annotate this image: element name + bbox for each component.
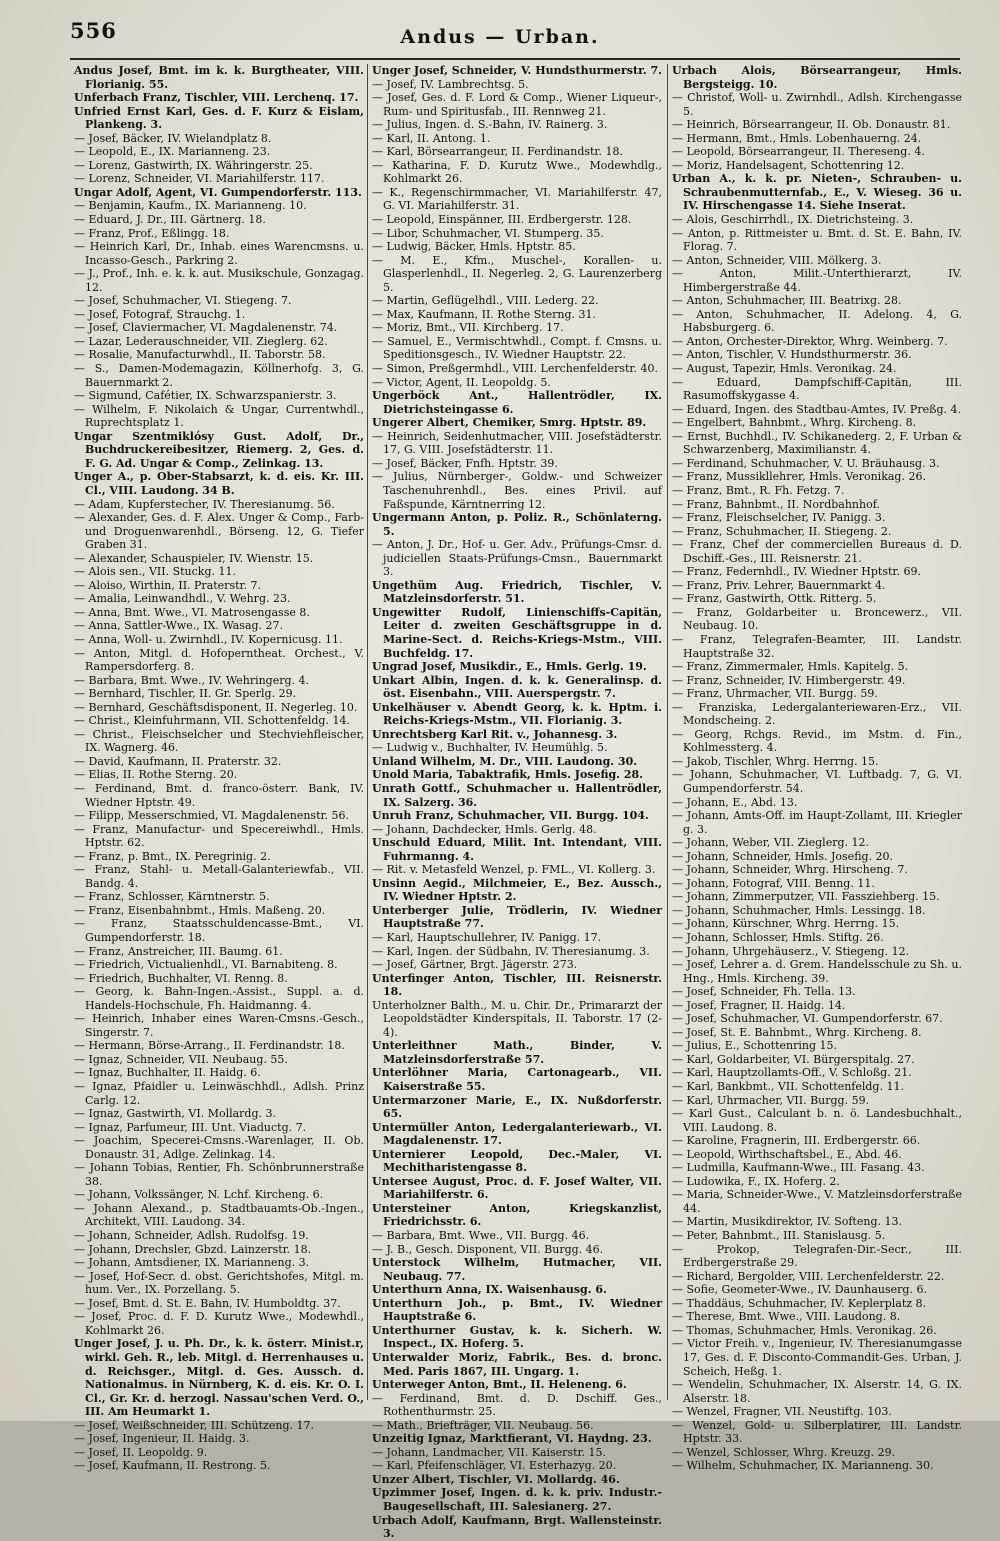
- directory-entry: — Lorenz, Schneider, VI. Mariahilferstr. 117.: [74, 172, 325, 186]
- directory-entry-head: Unger A., p. Ober-Stabsarzt, k. d. eis. Kr. III. Cl., VIII. Laudong. 34 B.: [74, 470, 364, 497]
- directory-entry: — Josef, Kaufmann, II. Restrong. 5.: [74, 1459, 271, 1473]
- directory-entry-head: Urbach Alois, Börsearrangeur, Hmls. Bergsteigg. 10.: [672, 64, 962, 91]
- directory-entry: — Johann, Schlosser, Hmls. Stiftg. 26.: [672, 931, 884, 944]
- directory-entry: — Johann Tobias, Rentier, Fh. Schönbrunnerstraße 38.: [74, 1161, 364, 1188]
- directory-entry: — Franz, Prof., Eßlingg. 18.: [74, 226, 230, 240]
- directory-entry-head: Unterthurner Gustav, k. k. Sicherh. W. Inspect., IX. Hoferg. 5.: [372, 1323, 662, 1351]
- directory-entry: — Leopold, Börsearrangeur, II. Thereseng. 4.: [672, 145, 925, 159]
- directory-entry: — Samuel, E., Vermischtwhdl., Compt. f. Cmsns. u. Speditionsgesch., IV. Wiedner Hauptstr. 22.: [372, 334, 662, 362]
- directory-entry: — Heinrich, Seidenhutmacher, VIII. Josefstädterstr. 17, G. VIII. Josefstädterstr. 11.: [372, 429, 662, 457]
- directory-entry-head: Untersteiner Anton, Kriegskanzlist, Friedrichsstr. 6.: [372, 1201, 662, 1229]
- directory-entry: — Karoline, Fragnerin, III. Erdbergerstr. 66.: [672, 1134, 921, 1148]
- directory-entry: — Leopold, Wirthschaftsbel., E., Abd. 46.: [672, 1147, 902, 1161]
- directory-entry: — Josef, Hof-Secr. d. obst. Gerichtshofes, Mitgl. m. hum. Ver., IX. Porzellang. 5.: [74, 1269, 364, 1297]
- directory-entry: — David, Kaufmann, II. Praterstr. 32.: [74, 754, 282, 768]
- directory-entry: — Franz, Federnhdl., IV. Wiedner Hptstr. 69.: [672, 565, 921, 579]
- directory-entry: — Karl, Uhrmacher, VII. Burgg. 59.: [672, 1093, 870, 1107]
- directory-entry: — Moriz, Handelsagent, Schottenring 12.: [672, 158, 905, 172]
- directory-entry: — Therese, Bmt. Wwe., VIII. Laudong. 8.: [672, 1310, 901, 1324]
- directory-entry: — Josef, St. E. Bahnbmt., Whrg. Kircheng. 8.: [672, 1025, 922, 1039]
- running-title: Andus — Urban.: [400, 26, 600, 48]
- directory-entry: — Anton, Schuhmacher, II. Adelong. 4, G. Habsburgerg. 6.: [672, 307, 962, 335]
- directory-entry: — Karl, Ingen. der Südbahn, IV. Theresianumg. 3.: [372, 944, 650, 958]
- page-number: 556: [70, 18, 117, 43]
- directory-entry: — Franz, Gastwirth, Ottk. Ritterg. 5.: [672, 592, 877, 606]
- directory-column-3: [672, 64, 963, 1473]
- directory-entry: — Josef, Proc. d. F. D. Kurutz Wwe., Modewhdl., Kohlmarkt 26.: [74, 1310, 364, 1337]
- directory-entry: — Anton, J. Dr., Hof- u. Ger. Adv., Prüfungs-Cmsr. d. judiciellen Staats-Prüfungs-Cmsn., Bauernmarkt 3.: [372, 538, 662, 579]
- directory-entry: — Johann, Schuhmacher, Hmls. Lessingg. 18.: [672, 903, 926, 917]
- directory-entry: — Ignaz, Parfumeur, III. Unt. Viaductg. 7.: [74, 1120, 307, 1134]
- directory-entry: — Ferdinand, Schuhmacher, V. U. Bräuhausg. 3.: [672, 456, 940, 470]
- directory-entry: — Lazar, Lederauschneider, VII. Zieglerg. 62.: [74, 334, 328, 348]
- directory-entry: — Rosalie, Manufacturwhdl., II. Taborstr. 58.: [74, 348, 326, 362]
- directory-entry: — Johann, Schneider, Hmls. Josefig. 20.: [672, 849, 894, 863]
- directory-entry: Unterholzner Balth., M. u. Chir. Dr., Primararzt der Leopoldstädter Kinderspitals, II. Taborstr. 17 (2-4).: [372, 998, 662, 1039]
- directory-entry-head: Unterberger Julie, Trödlerin, IV. Wiedner Hauptstraße 77.: [372, 903, 662, 931]
- directory-entry: — Wendelin, Schuhmacher, IX. Alserstr. 14, G. IX. Alserstr. 18.: [672, 1378, 962, 1405]
- directory-entry: — Sigmund, Cafétier, IX. Schwarzspanierstr. 3.: [74, 389, 337, 403]
- directory-entry: — Karl, Goldarbeiter, VI. Bürgerspitalg. 27.: [672, 1052, 915, 1066]
- directory-entry: — Johann, Landmacher, VII. Kaiserstr. 15.: [372, 1445, 607, 1459]
- directory-column-1: [74, 64, 364, 1473]
- directory-entry: — Thomas, Schuhmacher, Hmls. Veronikag. 26.: [672, 1323, 937, 1337]
- directory-entry: — Christ., Kleinfuhrmann, VII. Schottenfeldg. 14.: [74, 714, 350, 728]
- directory-entry: — Josef, Weißschneider, III. Schützeng. 17.: [74, 1418, 314, 1432]
- directory-entry: — Johann, Zimmerputzer, VII. Fassziehberg. 15.: [672, 890, 940, 904]
- directory-entry: — Franz, Staatsschuldencasse-Bmt., VI. Gumpendorferstr. 18.: [74, 917, 364, 944]
- directory-entry: — Josef, Schuhmacher, VI. Gumpendorferstr. 67.: [672, 1012, 943, 1026]
- directory-entry: — Friedrich, Buchhalter, VI. Renng. 8.: [74, 971, 288, 985]
- directory-entry: — Benjamin, Kaufm., IX. Marianneng. 10.: [74, 199, 307, 213]
- directory-entry: — Lorenz, Gastwirth, IX. Währingerstr. 25.: [74, 158, 313, 172]
- directory-entry: — Sofie, Geometer-Wwe., IV. Daunhauserg. 6.: [672, 1283, 927, 1297]
- directory-entry: — Franz, Bahnbmt., II. Nordbahnhof.: [672, 497, 880, 511]
- directory-entry: — Franz, Schlosser, Kärntnerstr. 5.: [74, 890, 270, 904]
- directory-entry: — Josef, IV. Lambrechtsg. 5.: [372, 77, 529, 91]
- directory-entry: — Franz, Bmt., R. Fh. Fetzg. 7.: [672, 483, 845, 497]
- directory-entry: — Adam, Kupferstecher, IV. Theresianumg. 56.: [74, 497, 335, 511]
- directory-entry: — Karl, Börsearrangeur, II. Ferdinandstr. 18.: [372, 145, 623, 159]
- directory-entry: — Ignaz, Schneider, VII. Neubaug. 55.: [74, 1052, 288, 1066]
- directory-entry-head: Untermüller Anton, Ledergalanteriewarb., VI. Magdalenenstr. 17.: [372, 1120, 662, 1148]
- directory-entry: — Josef, Schneider, Fh. Tella. 13.: [672, 985, 856, 999]
- directory-entry: — Thaddäus, Schuhmacher, IV. Keplerplatz 8.: [672, 1296, 927, 1310]
- directory-entry: — Eduard, J. Dr., III. Gärtnerg. 18.: [74, 213, 266, 227]
- directory-entry-head: Unkart Albin, Ingen. d. k. k. Generalinsp. d. öst. Eisenbahn., VIII. Auerspergstr. 7.: [372, 673, 662, 701]
- directory-entry-head: Unruh Franz, Schuhmacher, VII. Burgg. 104.: [372, 809, 649, 823]
- directory-entry: — Heinrich Karl, Dr., Inhab. eines Warencmsns. u. Incasso-Gesch., Parkring 2.: [74, 240, 364, 267]
- directory-entry: — Johann, Weber, VII. Zieglerg. 12.: [672, 836, 870, 850]
- directory-entry-head: Unrechtsberg Karl Rit. v., Johannesg. 3.: [372, 727, 618, 741]
- directory-entry: — Richard, Bergolder, VIII. Lerchenfelderstr. 22.: [672, 1269, 945, 1283]
- directory-entry: — Johann, Amtsdiener, IX. Marianneng. 3.: [74, 1256, 310, 1270]
- directory-entry: — Anton, Milit.-Unterthierarzt, IV. Himbergerstraße 44.: [672, 267, 962, 294]
- directory-entry: — Franz, Anstreicher, III. Baumg. 61.: [74, 944, 283, 958]
- directory-entry: — Josef, Gärtner, Brgt. Jägerstr. 273.: [372, 958, 578, 972]
- directory-entry: — J., Prof., Inh. e. k. k. aut. Musikschule, Gonzagag. 12.: [74, 267, 364, 294]
- directory-entry: — Katharina, F. D. Kurutz Wwe., Modewhdlg., Kohlmarkt 26.: [372, 158, 662, 186]
- directory-entry-head: Ungerböck Ant., Hallentrödler, IX. Dietrichsteingasse 6.: [372, 389, 662, 416]
- directory-entry: — Franz, Schneider, IV. Himbergerstr. 49.: [672, 673, 906, 687]
- directory-entry: — Johann, Dachdecker, Hmls. Gerlg. 48.: [372, 822, 597, 836]
- directory-entry: — Peter, Bahnbmt., III. Stanislausg. 5.: [672, 1229, 886, 1243]
- directory-entry: — Josef, Lehrer a. d. Grem. Handelsschule zu Sh. u. Hng., Hmls. Kircheng. 39.: [672, 958, 962, 985]
- directory-entry: — Engelbert, Bahnbmt., Whrg. Kircheng. 8.: [672, 416, 917, 430]
- directory-entry: — Anna, Woll- u. Zwirnhdl., IV. Kopernicusg. 11.: [74, 632, 343, 646]
- directory-entry: — Josef, Fragner, II. Haidg. 14.: [672, 998, 846, 1012]
- directory-entry-head: Ungar Szentmiklósy Gust. Adolf, Dr., Buchdruckereibesitzer, Riemerg. 2, Ges. d. F. G. Ad. Ungar & Comp., Zelinkag. 13.: [74, 429, 364, 470]
- directory-entry: — Johann, Volkssänger, N. Lchf. Kircheng. 6.: [74, 1188, 324, 1202]
- directory-entry: — Barbara, Bmt. Wwe., IV. Wehringerg. 4.: [74, 673, 310, 687]
- directory-entry-head: Unterweger Anton, Bmt., II. Heleneng. 6.: [372, 1378, 627, 1392]
- directory-entry: — Wilhelm, Schuhmacher, IX. Marianneng. 30.: [672, 1459, 934, 1473]
- directory-entry: — Anton, Mitgl. d. Hofoperntheat. Orchest., V. Rampersdorferg. 8.: [74, 646, 364, 674]
- directory-entry: — Filipp, Messerschmied, VI. Magdalenenstr. 56.: [74, 809, 350, 823]
- directory-entry: — Ernst, Buchhdl., IV. Schikanederg. 2, F. Urban & Schwarzenberg, Maximilianstr. 4.: [672, 429, 962, 457]
- directory-entry: — Leopold, E., IX. Marianneng. 23.: [74, 145, 271, 159]
- directory-entry: — Karl Gust., Calculant b. n. ö. Landesbuchhalt., VIII. Laudong. 8.: [672, 1107, 962, 1134]
- directory-entry-head: Unger Josef, Schneider, V. Hundsthurmerstr. 7.: [372, 64, 662, 77]
- directory-entry: — M. E., Kfm., Muschel-, Korallen- u. Glasperlenhdl., II. Negerleg. 2, G. Laurenzerberg 5.: [372, 253, 662, 294]
- directory-entry: — Franz, Zimmermaler, Hmls. Kapitelg. 5.: [672, 660, 909, 674]
- directory-entry: — Hermann, Bmt., Hmls. Lobenhauerng. 24.: [672, 131, 922, 145]
- directory-entry: — Johann, Drechsler, Gbzd. Lainzerstr. 18.: [74, 1242, 312, 1256]
- column-divider: [367, 64, 368, 1400]
- directory-entry: — Franz, Schuhmacher, II. Stiegeng. 2.: [672, 524, 892, 538]
- directory-entry: — Moriz, Bmt., VII. Kirchberg. 17.: [372, 321, 564, 335]
- directory-entry: — Johann, Amts-Off. im Haupt-Zollamt, III. Kriegler g. 3.: [672, 809, 962, 836]
- directory-entry-head: Unternierer Leopold, Dec.-Maler, VI. Mechitharistengasse 8.: [372, 1147, 662, 1175]
- directory-entry: — Franz, Eisenbahnbmt., Hmls. Maßeng. 20.: [74, 903, 326, 917]
- directory-entry-head: Unterlöhner Maria, Cartonagearb., VII. Kaiserstraße 55.: [372, 1066, 662, 1094]
- directory-entry-head: Unterstock Wilhelm, Hutmacher, VII. Neubaug. 77.: [372, 1256, 662, 1283]
- directory-entry: — Alois, Geschirrhdl., IX. Dietrichsteing. 3.: [672, 213, 914, 227]
- directory-entry: — J. B., Gesch. Disponent, VII. Burgg. 46.: [372, 1242, 604, 1256]
- directory-entry: — Ludowika, F., IX. Hoferg. 2.: [672, 1174, 840, 1188]
- directory-entry: — Anton, p. Rittmeister u. Bmt. d. St. E. Bahn, IV. Florag. 7.: [672, 226, 962, 254]
- directory-entry-head: Unterthurn Joh., p. Bmt., IV. Wiedner Hauptstraße 6.: [372, 1296, 662, 1324]
- directory-entry-head: Ungrad Josef, Musikdir., E., Hmls. Gerlg. 19.: [372, 660, 647, 674]
- directory-entry: — Prokop, Telegrafen-Dir.-Secr., III. Erdbergerstraße 29.: [672, 1242, 962, 1270]
- directory-entry-head: Urban A., k. k. pr. Nieten-, Schrauben- u. Schraubenmutternfab., E., V. Wieseg. 36 u. IV. Hirschengasse 14. Siehe Inserat.: [672, 172, 962, 213]
- directory-entry: — K., Regenschirmmacher, VI. Mariahilferstr. 47, G. VI. Mariahilferstr. 31.: [372, 185, 662, 213]
- directory-entry: — Karl, Hauptzollamts-Off., V. Schloßg. 21.: [672, 1066, 912, 1080]
- directory-entry: — Martin, Geflügelhdl., VIII. Lederg. 22.: [372, 294, 599, 308]
- directory-entry: — Karl, Bankbmt., VII. Schottenfeldg. 11.: [672, 1080, 904, 1094]
- directory-entry-head: Unterwalder Moriz, Fabrik., Bes. d. bronc. Med. Paris 1867, III. Ungarg. 1.: [372, 1350, 662, 1378]
- directory-entry: — Franz, Priv. Lehrer, Bauernmarkt 4.: [672, 578, 886, 592]
- directory-entry: — Anton, Schneider, VIII. Mölkerg. 3.: [672, 253, 882, 267]
- directory-entry: — Ludwig, Bäcker, Hmls. Hptstr. 85.: [372, 240, 576, 254]
- directory-entry-head: Upzimmer Josef, Ingen. d. k. k. priv. Industr.-Baugesellschaft, III. Salesianerg. 27.: [372, 1486, 662, 1513]
- directory-entry-head: Unkelhäuser v. Abendt Georg, k. k. Hptm. i. Reichs-Kriegs-Mstm., VII. Florianig. 3.: [372, 700, 662, 728]
- directory-entry: — Ignaz, Gastwirth, VI. Mollardg. 3.: [74, 1107, 277, 1121]
- directory-entry-head: Unzeitig Ignaz, Marktfierant, VI. Haydng. 23.: [372, 1432, 652, 1446]
- directory-entry: — Ludwig v., Buchhalter, IV. Heumühlg. 5.: [372, 741, 608, 755]
- directory-entry: — Johann, Fotograf, VIII. Benng. 11.: [672, 876, 875, 890]
- directory-entry-head: Ungermann Anton, p. Poliz. R., Schönlaterng. 5.: [372, 511, 662, 538]
- directory-entry: — Friedrich, Victualienhdl., VI. Barnabiteng. 8.: [74, 958, 338, 972]
- directory-entry: — Franz, Mussikllehrer, Hmls. Veronikag. 26.: [672, 470, 926, 484]
- directory-entry: — Max, Kaufmann, II. Rothe Sterng. 31.: [372, 307, 597, 321]
- directory-entry: — Franz, Telegrafen-Beamter, III. Landstr. Hauptstraße 32.: [672, 632, 962, 660]
- directory-entry-head: Urbach Adolf, Kaufmann, Brgt. Wallensteinstr. 3.: [372, 1513, 662, 1541]
- directory-entry: — Julius, E., Schottenring 15.: [672, 1039, 837, 1053]
- directory-entry-head: Andus Josef, Bmt. im k. k. Burgtheater, VIII. Florianig. 55.: [74, 64, 364, 91]
- directory-entry: — Eduard, Dampfschiff-Capitän, III. Rasumoffskygasse 4.: [672, 375, 962, 403]
- directory-entry-head: Untersee August, Proc. d. F. Josef Walter, VII. Mariahilferstr. 6.: [372, 1174, 662, 1202]
- directory-entry: — Wenzel, Gold- u. Silberplatirer, III. Landstr. Hptstr. 33.: [672, 1418, 962, 1446]
- directory-entry-head: Unterleithner Math., Binder, V. Matzleinsdorferstraße 57.: [372, 1039, 662, 1066]
- directory-entry: — Georg, Rchgs. Revid., im Mstm. d. Fin., Kohlmessterg. 4.: [672, 727, 962, 755]
- directory-entry: — Wenzel, Schlosser, Whrg. Kreuzg. 29.: [672, 1445, 896, 1459]
- directory-entry: — Aloiso, Wirthin, II. Praterstr. 7.: [74, 578, 262, 592]
- directory-entry: — Josef, II. Leopoldg. 9.: [74, 1445, 208, 1459]
- directory-entry: — Rit. v. Metasfeld Wenzel, p. FML., VI. Kollerg. 3.: [372, 863, 656, 877]
- directory-entry: — Josef, Bmt. d. St. E. Bahn, IV. Humboldtg. 37.: [74, 1296, 341, 1310]
- directory-entry: — Julius, Ingen. d. S.-Bahn, IV. Rainerg. 3.: [372, 118, 608, 132]
- directory-entry: — Heinrich, Inhaber eines Waren-Cmsns.-Gesch., Singerstr. 7.: [74, 1012, 364, 1039]
- directory-entry: — Jakob, Tischler, Whrg. Herrng. 15.: [672, 754, 879, 768]
- directory-entry: — Barbara, Bmt. Wwe., VII. Burgg. 46.: [372, 1229, 590, 1243]
- directory-entry: — Elias, II. Rothe Sterng. 20.: [74, 768, 238, 782]
- directory-entry: — Anna, Bmt. Wwe., VI. Matrosengasse 8.: [74, 605, 310, 619]
- directory-entry: — Wenzel, Fragner, VII. Neustiftg. 103.: [672, 1405, 892, 1419]
- directory-entry: — Anton, Tischler, V. Hundsthurmerstr. 36.: [672, 348, 912, 362]
- directory-entry: — Franziska, Ledergalanteriewaren-Erz., VII. Mondscheing. 2.: [672, 700, 962, 728]
- directory-entry: — Christ., Fleischselcher und Stechviehfleischer, IX. Wagnerg. 46.: [74, 727, 364, 755]
- directory-entry: — Ferdinand, Bmt. d. franco-österr. Bank, IV. Wiedner Hptstr. 49.: [74, 781, 364, 809]
- directory-entry: — Franz, Uhrmacher, VII. Burgg. 59.: [672, 687, 878, 701]
- directory-entry-head: Ungerer Albert, Chemiker, Smrg. Hptstr. 89.: [372, 416, 647, 430]
- directory-entry: — Franz, p. Bmt., IX. Peregrinig. 2.: [74, 849, 271, 863]
- directory-entry: — Johann, E., Abd. 13.: [672, 795, 798, 809]
- directory-entry: — Johann, Uhrgehäuserz., V. Stiegeng. 12.: [672, 944, 910, 958]
- directory-entry-head: Unfried Ernst Karl, Ges. d. F. Kurz & Eislam, Plankeng. 3.: [74, 104, 364, 132]
- directory-entry-head: Ungewitter Rudolf, Linienschiffs-Capitän, Leiter d. zweiten Geschäftsgruppe in d. Marine-Sect. d. Reichs-Kriegs-Mstm., VIII. Buchfeldg. 17.: [372, 605, 662, 660]
- directory-entry: — Josef, Ingenieur, II. Haidg. 3.: [74, 1432, 250, 1446]
- directory-entry: — Bernhard, Geschäftsdisponent, II. Negerleg. 10.: [74, 700, 358, 714]
- directory-entry: — Ludmilla, Kaufmann-Wwe., III. Fasang. 43.: [672, 1161, 925, 1175]
- directory-entry: — Joachim, Specerei-Cmsns.-Warenlager, II. Ob. Donaustr. 31, Adlge. Zelinkag. 14.: [74, 1134, 364, 1161]
- directory-entry: — Math., Briefträger, VII. Neubaug. 56.: [372, 1418, 594, 1432]
- directory-entry: — Maria, Schneider-Wwe., V. Matzleinsdorferstraße 44.: [672, 1188, 963, 1215]
- directory-entry: — Victor, Agent, II. Leopoldg. 5.: [372, 375, 551, 389]
- directory-entry-head: Unterfinger Anton, Tischler, III. Reisnerstr. 18.: [372, 971, 662, 999]
- directory-entry: — Wilhelm, F. Nikolaich & Ungar, Currentwhdl., Ruprechtsplatz 1.: [74, 402, 364, 430]
- directory-entry: — Franz, Manufactur- und Specereiwhdl., Hmls. Hptstr. 62.: [74, 822, 364, 850]
- directory-entry-head: Unger Josef, J. u. Ph. Dr., k. k. österr. Minist.r, wirkl. Geh. R., leb. Mitgl. d. Herrenhauses u. d. Reichsger., Mitgl. d. Ges. Aussch. d. Nationalmus. in Nürnberg, K. d. eis. Kr. O. I. Cl., Gr. Kr. d. herzogl. Nassau'schen Verd. O., III. Am Heumarkt 1.: [74, 1337, 364, 1419]
- directory-entry: — Eduard, Ingen. des Stadtbau-Amtes, IV. Preßg. 4.: [672, 402, 961, 416]
- directory-entry: — Josef, Ges. d. F. Lord & Comp., Wiener Liqueur-, Rum- und Spiritusfab., III. Rennweg 21.: [372, 91, 662, 118]
- directory-entry: — Josef, Bäcker, Fnfh. Hptstr. 39.: [372, 456, 558, 470]
- directory-entry: — Franz, Goldarbeiter u. Broncewerz., VII. Neubaug. 10.: [672, 605, 962, 633]
- directory-entry: — Ferdinand, Bmt. d. D. Dschiff. Ges., Rothenthurmstr. 25.: [372, 1391, 662, 1419]
- directory-entry-head: Untermarzoner Marie, E., IX. Nußdorferstr. 65.: [372, 1093, 662, 1121]
- directory-entry: — Josef, Bäcker, IV. Wielandplatz 8.: [74, 131, 272, 145]
- directory-entry: — Simon, Preßgermhdl., VIII. Lerchenfelderstr. 40.: [372, 362, 658, 376]
- directory-entry-head: Ungar Adolf, Agent, VI. Gumpendorferstr. 113.: [74, 185, 362, 199]
- directory-entry: — Johann, Kürschner, Whrg. Herrng. 15.: [672, 917, 900, 931]
- directory-entry: — Anton, Orchester-Direktor, Whrg. Weinberg. 7.: [672, 334, 948, 348]
- directory-entry: — Alexander, Schauspieler, IV. Wienstr. 15.: [74, 551, 314, 565]
- directory-entry: — Josef, Fotograf, Strauchg. 1.: [74, 307, 246, 321]
- directory-entry: — Johann, Schuhmacher, VI. Luftbadg. 7, G. VI. Gumpendorferstr. 54.: [672, 768, 962, 795]
- directory-entry: — Bernhard, Tischler, II. Gr. Sperlg. 29.: [74, 687, 297, 701]
- directory-entry: — Amalia, Leinwandhdl., V. Wehrg. 23.: [74, 592, 291, 606]
- directory-entry: — Heinrich, Börsearrangeur, II. Ob. Donaustr. 81.: [672, 118, 951, 132]
- directory-entry: — Josef, Schuhmacher, VI. Stiegeng. 7.: [74, 294, 292, 308]
- directory-entry: — Leopold, Einspänner, III. Erdbergerstr. 128.: [372, 213, 632, 227]
- directory-entry: — Karl, Pfeifenschläger, VI. Esterhazyg. 20.: [372, 1459, 617, 1473]
- directory-entry-head: Unschuld Eduard, Milit. Int. Intendant, VIII. Fuhrmanng. 4.: [372, 836, 662, 863]
- directory-entry: — Julius, Nürnberger-, Goldw.- und Schweizer Taschenuhrenhdl., Bes. eines Privil. auf Faßspunde, Kärntnerring 12.: [372, 470, 662, 511]
- directory-entry: — Christof, Woll- u. Zwirnhdl., Adlsh. Kirchengasse 5.: [672, 91, 962, 118]
- directory-entry-head: Unzer Albert, Tischler, VI. Mollardg. 46.: [372, 1472, 620, 1486]
- directory-entry: — Ignaz, Buchhalter, II. Haidg. 6.: [74, 1066, 261, 1080]
- header-rule: [70, 58, 960, 60]
- directory-entry: — Johann, Schneider, Adlsh. Rudolfsg. 19.: [74, 1229, 309, 1243]
- directory-entry-head: Unrath Gottf., Schuhmacher u. Hallentrödler, IX. Salzerg. 36.: [372, 781, 662, 809]
- directory-entry: — Alois sen., VII. Stuckg. 11.: [74, 565, 236, 579]
- directory-entry: — Karl, II. Antong. 1.: [372, 131, 491, 145]
- directory-entry-head: Unsinn Aegid., Milchmeier, E., Bez. Aussch., IV. Wiedner Hptstr. 2.: [372, 876, 662, 904]
- directory-entry: — Karl, Hauptschullehrer, IV. Panigg. 17.: [372, 931, 602, 944]
- directory-entry: — Franz, Chef der commerciellen Bureaus d. D. Dschiff.-Ges., III. Reisnerstr. 21.: [672, 538, 962, 565]
- directory-entry: — Victor Freih. v., Ingenieur, IV. Theresianumgasse 17, Ges. d. F. Disconto-Commandit-Ges. Urban, J. Scheich, Heßg. 1.: [672, 1337, 962, 1378]
- directory-entry: — Anna, Sattler-Wwe., IX. Wasag. 27.: [74, 619, 284, 633]
- directory-column-2: [372, 64, 662, 1541]
- directory-entry: — Georg, k. Bahn-Ingen.-Assist., Suppl. a. d. Handels-Hochschule, Fh. Haidmanng. 4.: [74, 985, 364, 1012]
- directory-entry: — Martin, Musikdirektor, IV. Softeng. 13.: [672, 1215, 902, 1229]
- directory-entry-head: Unterthurn Anna, IX. Waisenhausg. 6.: [372, 1283, 607, 1297]
- column-divider: [667, 64, 668, 1400]
- directory-entry: — Franz, Stahl- u. Metall-Galanteriewfab., VII. Bandg. 4.: [74, 863, 364, 890]
- directory-entry-head: Unold Maria, Tabaktrafik, Hmls. Josefig. 28.: [372, 768, 643, 782]
- directory-entry: — Ignaz, Pfaidler u. Leinwäschhdl., Adlsh. Prinz Carlg. 12.: [74, 1080, 364, 1107]
- directory-entry-head: Unferbach Franz, Tischler, VIII. Lerchenq. 17.: [74, 91, 359, 105]
- directory-entry: — Josef, Claviermacher, VI. Magdalenenstr. 74.: [74, 321, 338, 335]
- directory-entry: — S., Damen-Modemagazin, Köllnerhofg. 3, G. Bauernmarkt 2.: [74, 362, 364, 389]
- directory-entry: — August, Tapezir, Hmls. Veronikag. 24.: [672, 362, 897, 376]
- directory-entry: — Anton, Schuhmacher, III. Beatrixg. 28.: [672, 294, 902, 308]
- directory-entry: — Hermann, Börse-Arrang., II. Ferdinandstr. 18.: [74, 1039, 345, 1053]
- directory-entry: — Johann, Schneider, Whrg. Hirscheng. 7.: [672, 863, 908, 877]
- directory-entry: — Franz, Fleischselcher, IV. Panigg. 3.: [672, 511, 886, 525]
- directory-entry-head: Unland Wilhelm, M. Dr., VIII. Laudong. 30.: [372, 754, 638, 768]
- directory-entry: — Libor, Schuhmacher, VI. Stumperg. 35.: [372, 226, 604, 240]
- directory-entry-head: Ungethüm Aug. Friedrich, Tischler, V. Matzleinsdorferstr. 51.: [372, 578, 662, 606]
- directory-entry: — Johann Alexand., p. Stadtbauamts-Ob.-Ingen., Architekt, VIII. Laudong. 34.: [74, 1201, 364, 1229]
- directory-entry: — Alexander, Ges. d. F. Alex. Unger & Comp., Farb- und Droguenwarenhdl., Börseng. 12, G. Tiefer Graben 31.: [74, 511, 364, 552]
